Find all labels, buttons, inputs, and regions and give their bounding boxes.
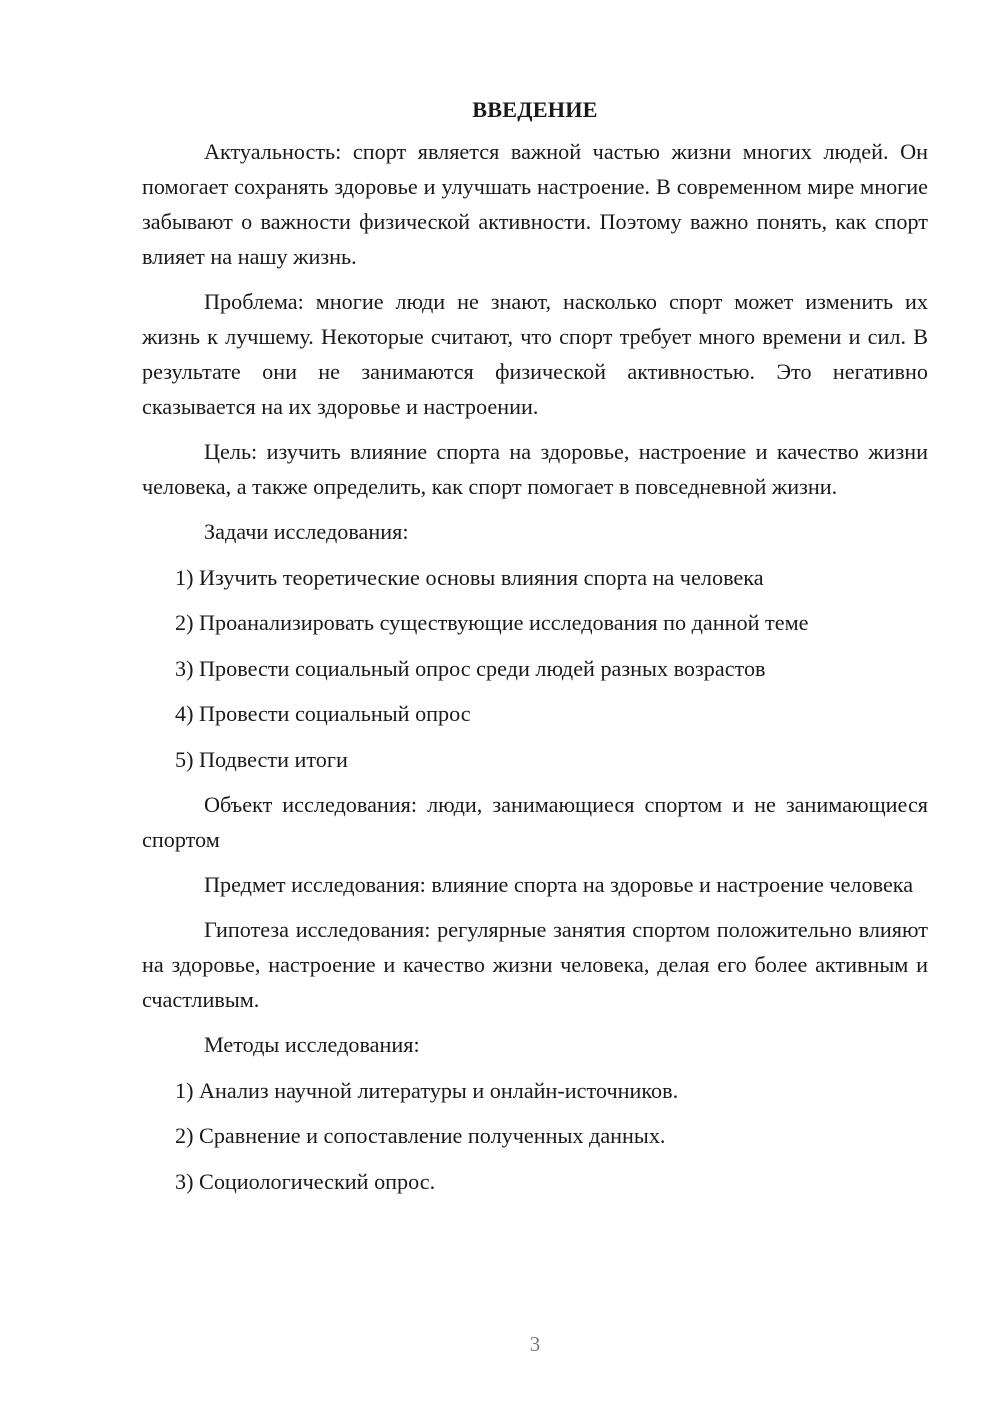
tasks-list	[142, 560, 928, 777]
problem-paragraph: Проблема: многие люди не знают, насколько спорт может изменить их жизнь к лучшему. Некоторые считают, что спорт требует много времени и сил. В результате они не занимаются физической активностью. Это негативно сказывается на их здоровье и настроении.	[142, 289, 928, 419]
task-item: 1) Изучить теоретические основы влияния спорта на человека	[175, 564, 764, 590]
page-number: 3	[529, 1332, 541, 1356]
task-item: 2) Проанализировать существующие исследования по данной теме	[175, 610, 809, 635]
subject-paragraph: Предмет исследования: влияние спорта на здоровье и настроение человека	[204, 872, 914, 897]
methods-list	[142, 1073, 928, 1199]
goal-paragraph: Цель: изучить влияние спорта на здоровье, настроение и качество жизни человека, а также определить, как спорт помогает в повседневной жизни.	[142, 439, 928, 499]
task-item: 4) Провести социальный опрос	[175, 701, 471, 726]
method-item: 3) Социологический опрос.	[175, 1168, 436, 1194]
hypothesis-paragraph: Гипотеза исследования: регулярные занятия спортом положительно влияют на здоровье, настроение и качество жизни человека, делая его более активным и счастливым.	[142, 917, 928, 1012]
task-item: 5) Подвести итоги	[175, 746, 348, 772]
tasks-heading: Задачи исследования:	[204, 519, 409, 544]
methods-heading: Методы исследования:	[204, 1032, 420, 1057]
relevance-paragraph: Актуальность: спорт является важной частью жизни многих людей. Он помогает сохранять здоровье и улучшать настроение. В современном мире многие забывают о важности физической активности. Поэтому важно понять, как спорт влияет на нашу жизнь.	[142, 139, 928, 269]
object-paragraph: Объект исследования: люди, занимающиеся спортом и не занимающиеся спортом	[142, 792, 928, 852]
task-item: 3) Провести социальный опрос среди людей разных возрастов	[175, 655, 766, 681]
page-title: ВВЕДЕНИЕ	[472, 97, 598, 122]
document-body	[142, 92, 928, 1209]
method-item: 2) Сравнение и сопоставление полученных данных.	[175, 1123, 666, 1148]
method-item: 1) Анализ научной литературы и онлайн-источников.	[175, 1077, 679, 1103]
